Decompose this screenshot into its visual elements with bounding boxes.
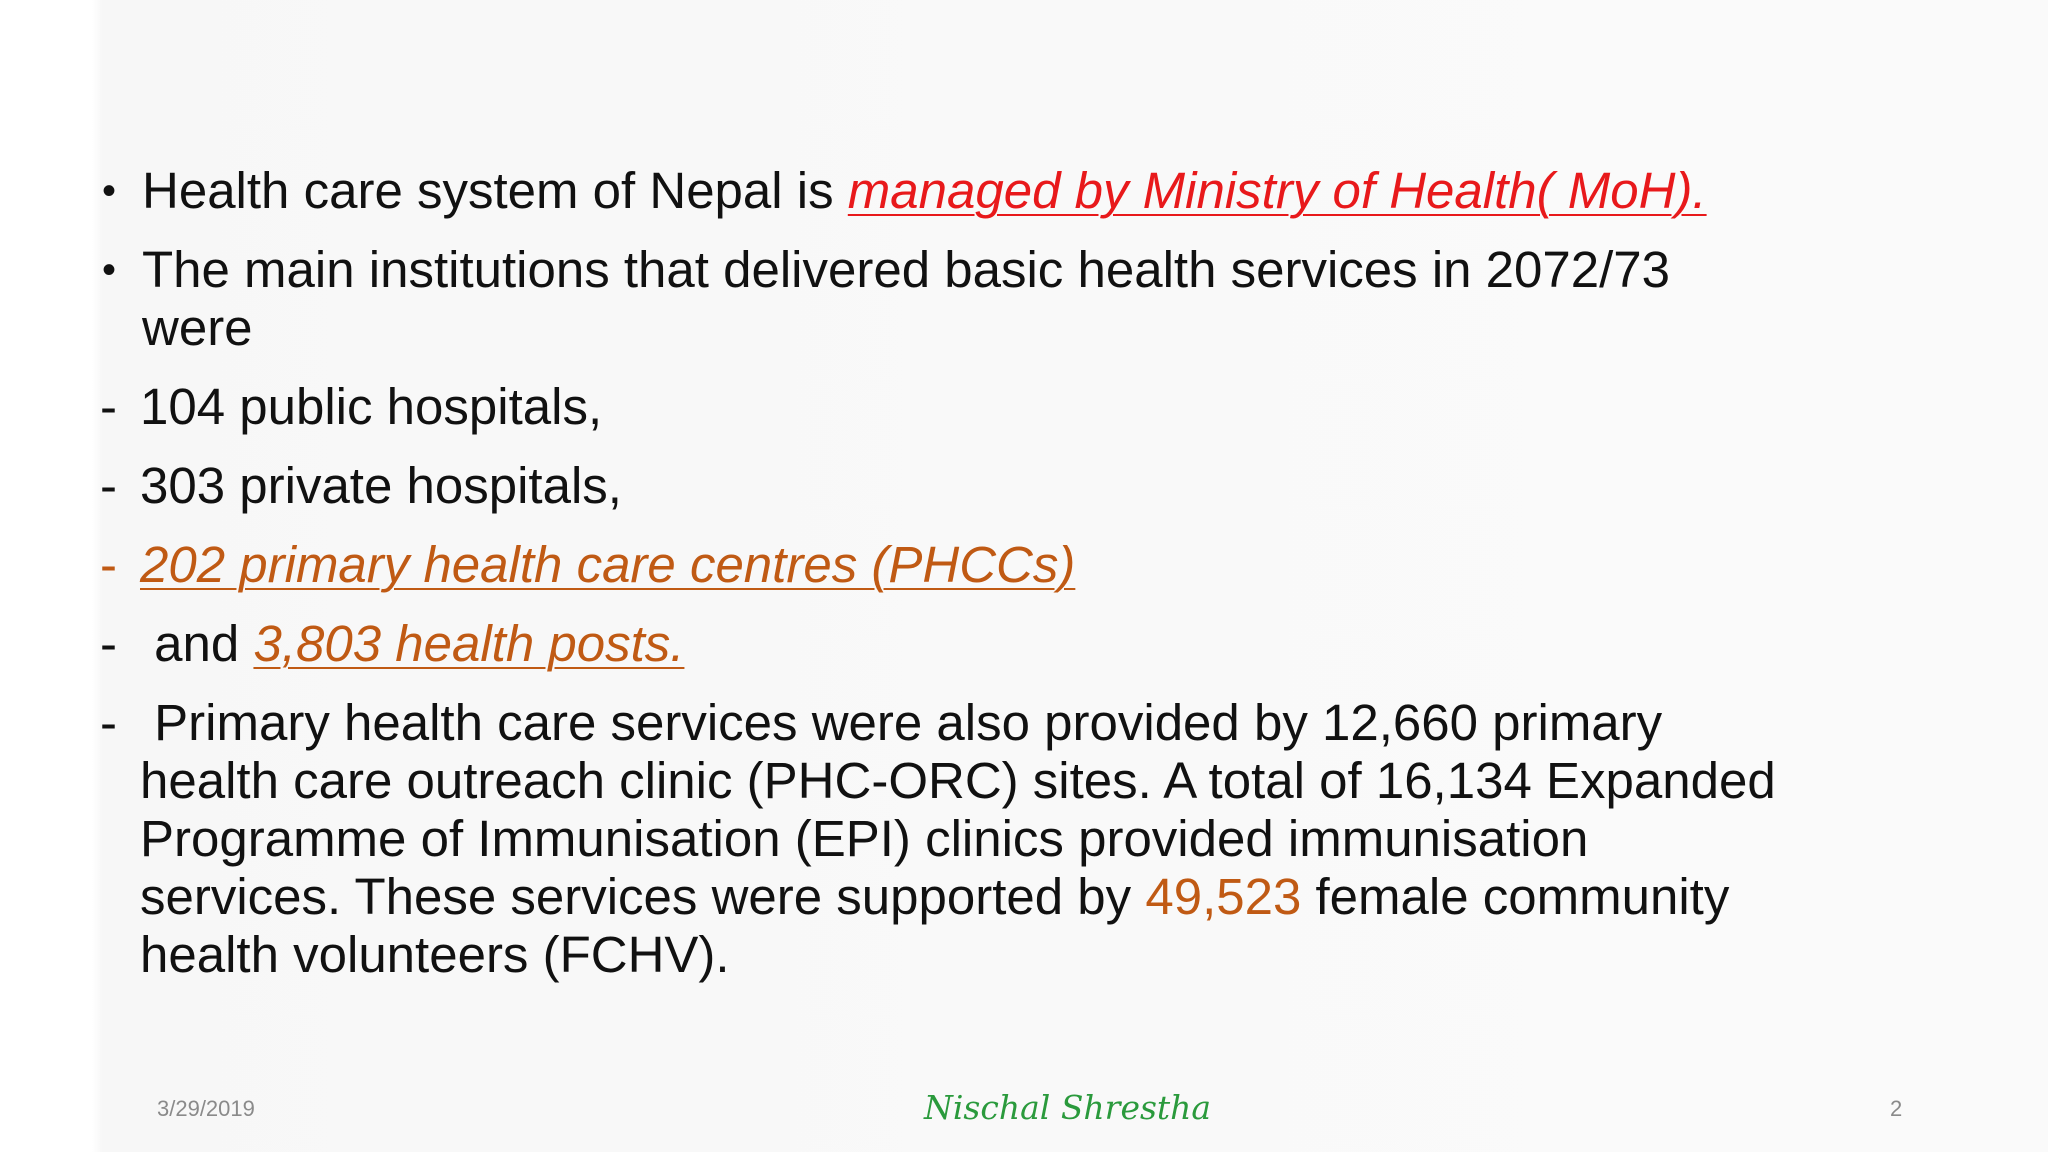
phcc-link[interactable]: 202 primary health care centres (PHCCs) [140, 536, 1076, 593]
dash-plain-text: and [140, 615, 254, 672]
paragraph-line: Programme of Immunisation (EPI) clinics provided immunisation [140, 810, 1589, 867]
footer-date: 3/29/2019 [157, 1096, 255, 1121]
paragraph-line: health care outreach clinic (PHC-ORC) sites. A total of 16,134 Expanded [140, 752, 1776, 809]
fchv-count: 49,523 [1145, 868, 1302, 925]
bullet-item-health-system [100, 162, 1960, 220]
bullet-marker: • [102, 169, 117, 213]
dash-item-phccs [100, 536, 1960, 594]
moh-link[interactable]: managed by Ministry of Health( MoH). [847, 162, 1707, 219]
slide-number: 2 [1890, 1096, 1903, 1121]
bullet-marker: • [102, 248, 117, 292]
health-posts-link[interactable]: 3,803 health posts. [253, 615, 685, 672]
dash-paragraph [140, 694, 1960, 984]
dash-marker: - [100, 378, 117, 435]
dash-marker: - [100, 536, 117, 593]
dash-item-phc-services [100, 694, 1960, 984]
footer-author: Nischal Shrestha [924, 1088, 1212, 1127]
bullet-item-institutions [100, 241, 1960, 357]
bullet-text [142, 162, 1960, 220]
bullet-line: The main institutions that delivered basic health services in 2072/73 [142, 241, 1671, 298]
paragraph-line: Primary health care services were also provided by 12,660 primary [140, 694, 1663, 751]
paragraph-line: health volunteers (FCHV). [140, 926, 730, 983]
dash-text: 303 private hospitals, [140, 457, 622, 514]
dash-marker: - [100, 457, 117, 514]
dash-marker: - [100, 694, 117, 751]
paragraph-line: services. These services were supported by [140, 868, 1146, 925]
dash-text: 104 public hospitals, [140, 378, 603, 435]
bullet-text [142, 241, 1960, 357]
dash-text [140, 536, 1960, 594]
bullet-line: were [142, 299, 253, 356]
dash-text [140, 615, 1960, 673]
dash-item-private-hospitals [100, 457, 1960, 515]
paragraph-line: female community [1301, 868, 1730, 925]
dash-item-health-posts [100, 615, 1960, 673]
dash-item-public-hospitals [100, 378, 1960, 436]
dash-marker: - [100, 615, 117, 672]
slide-body [100, 162, 1960, 1005]
bullet-plain-text: Health care system of Nepal is [142, 162, 848, 219]
